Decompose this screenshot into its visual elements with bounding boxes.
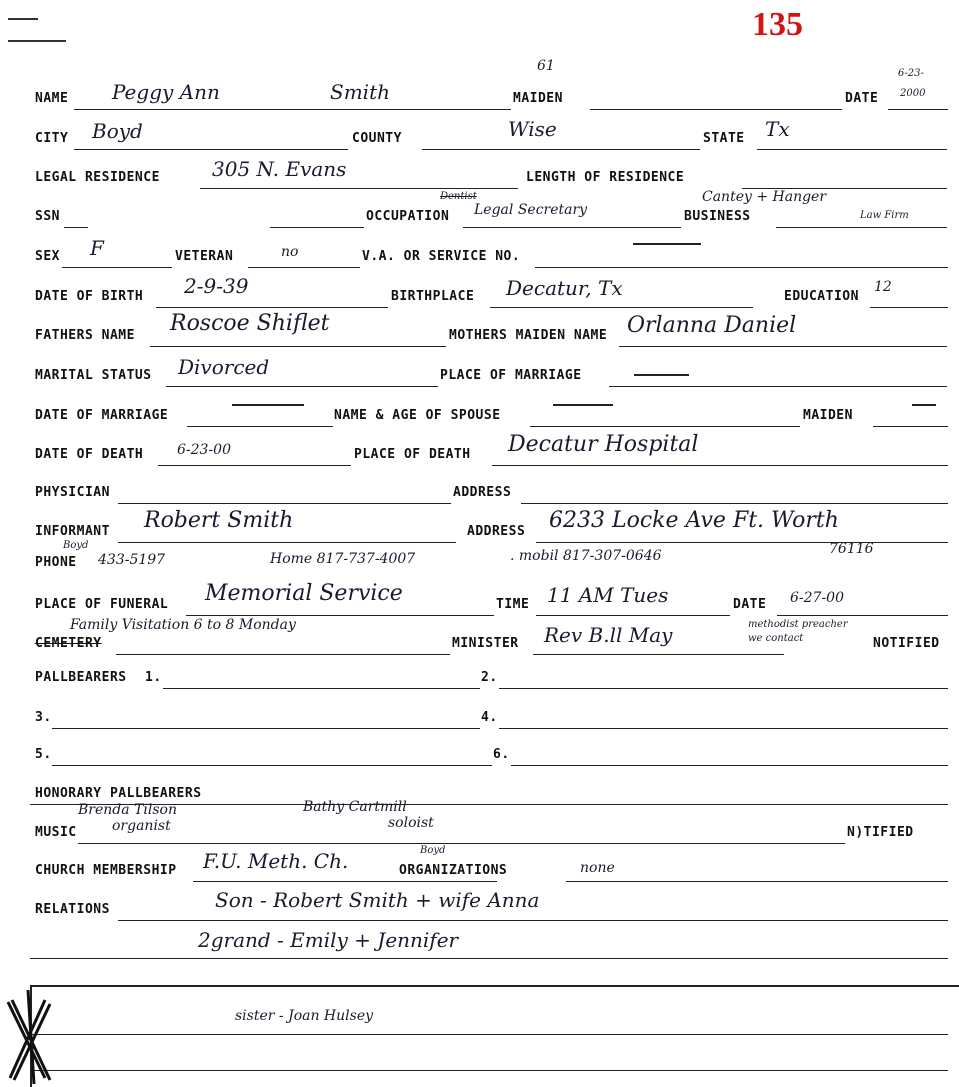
pallbearer-6-line [511, 765, 948, 766]
music-line [78, 843, 845, 844]
legal-residence-entry: 305 N. Evans [212, 157, 347, 181]
sex-entry: F [90, 236, 104, 260]
spouse-dash [553, 404, 613, 406]
date-of-death-label: DATE OF DEATH [35, 447, 144, 462]
informant-line [118, 542, 456, 543]
page-number: 135 [752, 6, 803, 43]
pallbearer-2-label: 2. [481, 670, 498, 685]
zip-entry: 76116 [829, 541, 874, 557]
ssn-label: SSN [35, 209, 60, 224]
county-line [422, 149, 700, 150]
phone-mobile-entry: . mobil 817-307-0646 [510, 548, 662, 564]
marital-status-label: MARITAL STATUS [35, 368, 152, 383]
pallbearer-5-line [52, 765, 492, 766]
date-of-marriage-label: DATE OF MARRIAGE [35, 408, 169, 423]
county-entry: Wise [508, 117, 557, 141]
maiden-line [590, 109, 842, 110]
minister-note-1: methodist preacher [748, 619, 848, 630]
physician-line [118, 503, 451, 504]
address-line [521, 503, 948, 504]
phone-label: PHONE [35, 555, 77, 570]
music-label: MUSIC [35, 825, 77, 840]
informant-address-entry: 6233 Locke Ave Ft. Worth [549, 508, 839, 533]
date-of-marriage-line [187, 426, 333, 427]
relations-line-2 [30, 958, 948, 959]
date2-line [777, 615, 948, 616]
birthplace-label: BIRTHPLACE [391, 289, 475, 304]
date-of-death-entry: 6-23-00 [177, 442, 231, 458]
date-of-marriage-dash [232, 404, 304, 406]
cemetery-line [116, 654, 450, 655]
occupation-line [463, 227, 681, 228]
organizations-entry: none [580, 860, 615, 876]
relations-line-4 [30, 1070, 948, 1071]
business-entry: Cantey + Hanger [702, 189, 827, 205]
sex-label: SEX [35, 249, 60, 264]
occupation-entry: Legal Secretary [474, 202, 588, 218]
mothers-maiden-line [619, 346, 947, 347]
name-label: NAME [35, 91, 69, 106]
state-entry: Tx [765, 117, 790, 141]
county-label: COUNTY [352, 131, 402, 146]
minister-line [533, 654, 784, 655]
pallbearer-4-label: 4. [481, 710, 498, 725]
marital-status-line [166, 386, 438, 387]
education-label: EDUCATION [784, 289, 859, 304]
organizations-label: ORGANIZATIONS [399, 863, 508, 878]
veteran-line [248, 267, 360, 268]
place-of-funeral-label: PLACE OF FUNERAL [35, 597, 169, 612]
funeral-date-entry: 6-27-00 [790, 590, 844, 606]
informant-label: INFORMANT [35, 524, 110, 539]
organizations-line [566, 881, 948, 882]
place-of-marriage-dash [634, 374, 689, 376]
relation-entry-2: 2grand - Emily + Jennifer [198, 928, 459, 952]
music-entry-3: Bathy Cartmill [303, 799, 407, 815]
maiden-label: MAIDEN [513, 91, 563, 106]
city-line [74, 149, 348, 150]
occupation-struck-entry: Dentist [440, 191, 477, 202]
physician-label: PHYSICIAN [35, 485, 110, 500]
veteran-label: VETERAN [175, 249, 234, 264]
dob-entry: 2-9-39 [184, 274, 249, 298]
length-of-residence-label: LENGTH OF RESIDENCE [526, 170, 685, 185]
va-line [535, 267, 948, 268]
maiden2-label: MAIDEN [803, 408, 853, 423]
ssn-line-2 [270, 227, 364, 228]
education-line [870, 307, 948, 308]
birthplace-line [490, 307, 753, 308]
bottom-box [30, 985, 959, 1087]
state-line [757, 149, 947, 150]
legal-residence-line [200, 188, 518, 189]
place-of-death-line [492, 465, 948, 466]
place-of-death-entry: Decatur Hospital [508, 432, 699, 457]
legal-residence-label: LEGAL RESIDENCE [35, 170, 160, 185]
funeral-time-entry: 11 AM Tues [547, 583, 669, 607]
date-of-death-line [158, 465, 351, 466]
last-name-entry: Smith [330, 80, 390, 104]
date2-label: DATE [733, 597, 767, 612]
music-entry-4: soloist [388, 815, 434, 831]
place-of-funeral-line [186, 615, 494, 616]
pallbearer-3-label: 3. [35, 710, 52, 725]
date-label: DATE [845, 91, 879, 106]
minister-note-2: we contact [748, 633, 804, 644]
place-of-death-label: PLACE OF DEATH [354, 447, 471, 462]
church-membership-label: CHURCH MEMBERSHIP [35, 863, 177, 878]
education-entry: 12 [874, 279, 892, 295]
address2-line [536, 542, 948, 543]
music-entry-2: organist [112, 818, 171, 834]
first-name-entry: Peggy Ann [112, 80, 220, 104]
va-label: V.A. OR SERVICE NO. [362, 249, 521, 264]
relations-line-1 [118, 920, 948, 921]
address-label: ADDRESS [453, 485, 512, 500]
honorary-pallbearers-label: HONORARY PALLBEARERS [35, 786, 202, 801]
spouse-line [530, 426, 800, 427]
minister-entry: Rev B.ll May [544, 623, 673, 647]
church-prefix-entry: Boyd [420, 845, 446, 856]
church-entry: F.U. Meth. Ch. [203, 849, 349, 873]
pallbearer-4-line [499, 728, 948, 729]
maiden2-line [873, 426, 948, 427]
dob-label: DATE OF BIRTH [35, 289, 144, 304]
business-label: BUSINESS [684, 209, 751, 224]
corner-mark [8, 40, 66, 42]
mother-entry: Orlanna Daniel [627, 313, 797, 338]
phone-prefix-entry: Boyd [63, 540, 89, 551]
place-of-marriage-line [609, 386, 947, 387]
pallbearer-1-label: 1. [145, 670, 162, 685]
phone-1-entry: 433-5197 [98, 552, 166, 568]
pallbearer-5-label: 5. [35, 747, 52, 762]
relation-entry-1: Son - Robert Smith + wife Anna [215, 888, 540, 912]
fathers-name-line [150, 346, 446, 347]
funeral-place-entry: Memorial Service [205, 581, 403, 606]
maiden2-dash [912, 404, 936, 406]
pallbearer-3-line [52, 728, 480, 729]
spouse-label: NAME & AGE OF SPOUSE [334, 408, 501, 423]
time-label: TIME [496, 597, 530, 612]
father-entry: Roscoe Shiflet [170, 311, 330, 336]
cemetery-label: CEMETERY [35, 636, 102, 651]
pallbearer-2-line [499, 688, 948, 689]
church-line [193, 881, 497, 882]
pallbearer-1-line [163, 688, 480, 689]
mothers-maiden-label: MOTHERS MAIDEN NAME [449, 328, 608, 343]
age-entry: 61 [537, 58, 555, 74]
date-top-entry: 6-23- [898, 68, 924, 79]
pallbearer-6-label: 6. [493, 747, 510, 762]
business-line [776, 227, 947, 228]
city-label: CITY [35, 131, 69, 146]
business-sub-entry: Law Firm [860, 210, 909, 221]
music-entry-1: Brenda Tilson [78, 802, 177, 818]
pallbearers-label: PALLBEARERS [35, 670, 127, 685]
minister-label: MINISTER [452, 636, 519, 651]
relation-entry-3: sister - Joan Hulsey [235, 1008, 374, 1024]
corner-mark [8, 18, 38, 20]
dob-line [156, 307, 388, 308]
time-line [536, 615, 730, 616]
name-line [74, 109, 511, 110]
cross-out-mark [0, 990, 70, 1084]
city-entry: Boyd [92, 119, 143, 143]
phone-home-entry: Home 817-737-4007 [270, 551, 416, 567]
sex-line [62, 267, 172, 268]
relations-line-3 [30, 1034, 948, 1035]
state-label: STATE [703, 131, 745, 146]
notified-label: NOTIFIED [873, 636, 940, 651]
relations-label: RELATIONS [35, 902, 110, 917]
veteran-entry: no [281, 244, 299, 260]
marital-status-entry: Divorced [178, 355, 270, 379]
fathers-name-label: FATHERS NAME [35, 328, 135, 343]
visitation-entry: Family Visitation 6 to 8 Monday [70, 617, 296, 633]
notified2-label: N)TIFIED [847, 825, 914, 840]
occupation-label: OCCUPATION [366, 209, 450, 224]
date-year-entry: 2000 [900, 88, 926, 99]
date-line [888, 109, 948, 110]
va-dash [633, 243, 701, 245]
ssn-line [64, 227, 88, 228]
place-of-marriage-label: PLACE OF MARRIAGE [440, 368, 582, 383]
birthplace-entry: Decatur, Tx [506, 276, 623, 300]
informant-entry: Robert Smith [144, 508, 294, 533]
address2-label: ADDRESS [467, 524, 526, 539]
